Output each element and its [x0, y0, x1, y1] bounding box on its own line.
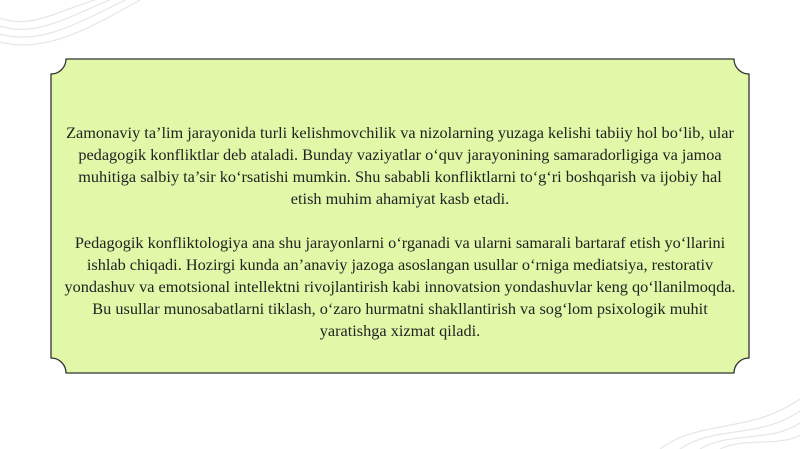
card-body: [64, 122, 736, 364]
paragraph-1: Zamonaviy ta’lim jarayonida turli kelishmovchilik va nizolarning yuzaga kelishi tabiiy hol bo‘lib, ular pedagogik konfliktlar deb ataladi. Bunday vaziyatlar o‘quv jarayonining samaradorligiga va jamoa muhitiga salbiy ta’sir ko‘rsatishi mumkin. Shu sababli konfliktlarni to‘g‘ri boshqarish va ijobiy hal etish muhim ahamiyat kasb etadi.: [66, 123, 734, 208]
paragraph-2: Pedagogik konfliktologiya ana shu jarayonlarni o‘rganadi va ularni samarali bartaraf etish yo‘llarini ishlab chiqadi. Hozirgi kunda an’anaviy jazoga asoslangan usullar o‘rniga mediatsiya, restorativ yondashuv va emotsional intellektni rivojlantirish kabi innovatsion yondashuvlar keng qo‘llanilmoqda. Bu usullar munosabatlarni tiklash, o‘zaro hurmatni shakllantirish va sog‘lom psixologik muhit yaratishga xizmat qiladi.: [64, 233, 736, 340]
corner-wave-decoration-top-left: [0, 0, 150, 60]
text-card: [50, 58, 750, 374]
